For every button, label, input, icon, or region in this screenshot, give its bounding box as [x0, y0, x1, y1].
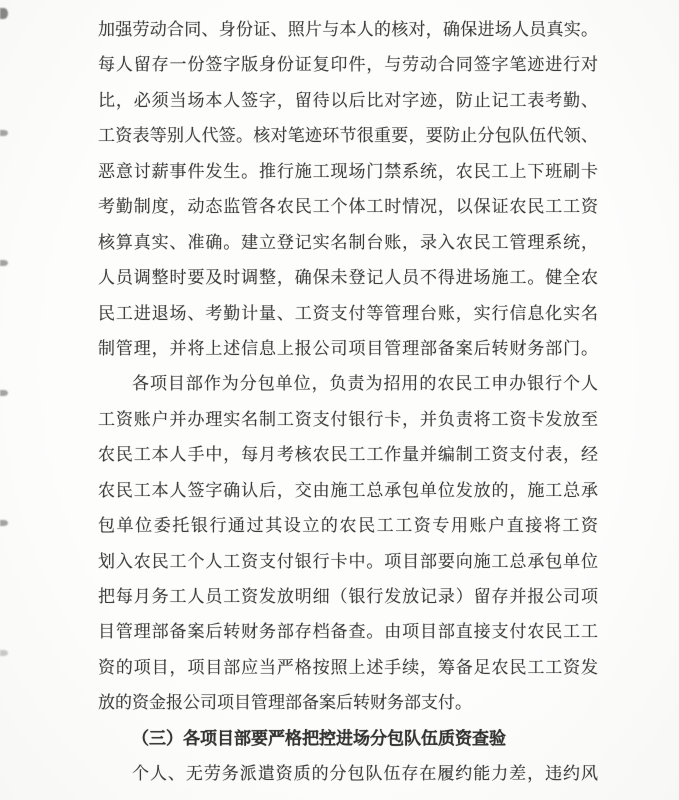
- text-line: 每人留存一份签字版身份证复印件，与劳动合同签字笔迹进行对: [98, 55, 598, 75]
- text-line: 把每月务工人员工资发放明细（银行发放记录）留存并报公司项: [98, 587, 598, 606]
- text-line: 农民工本人手中，每月考核农民工工作量并编制工资支付表，经: [98, 445, 598, 465]
- text-line: 核算真实、准确。建立登记实名制台账，录入农民工管理系统，: [98, 232, 598, 252]
- paragraph-first-line: 个人、无劳务派遣资质的分包队伍存在履约能力差，违约风: [132, 764, 598, 784]
- page-edge-artifact: [0, 390, 8, 396]
- page-edge-artifact: [0, 130, 8, 136]
- page-edge-artifact: [0, 650, 8, 656]
- page-edge-artifact: [0, 8, 8, 19]
- text-line: 工资账户并办理实名制工资支付银行卡，并负责将工资卡发放至: [98, 409, 598, 429]
- page-edge-artifact: [0, 260, 8, 266]
- text-line: 恶意讨薪事件发生。推行施工现场门禁系统，农民工上下班刷卡: [98, 161, 598, 181]
- text-line: 考勤制度，动态监管各农民工个体工时情况，以保证农民工工资: [98, 197, 598, 217]
- paragraph-last-line: 放的资金报公司项目管理部备案后转财务部支付。: [98, 693, 472, 713]
- text-line: 划入农民工个人工资支付银行卡中。项目部要向施工总承包单位: [98, 551, 598, 571]
- text-line: 比，必须当场本人签字，留待以后比对字迹，防止记工表考勤、: [98, 90, 598, 110]
- paragraph-first-line: 各项目部作为分包单位，负责为招用的农民工申办银行个人: [132, 374, 598, 394]
- text-line: 制管理，并将上述信息上报公司项目管理部备案后转财务部门。: [98, 338, 598, 358]
- text-line: 资的项目，项目部应当严格按照上述手续，筹备足农民工工资发: [98, 657, 598, 677]
- text-line: 民工进退场、考勤计量、工资支付等管理台账，实行信息化实名: [98, 303, 598, 323]
- text-line: 包单位委托银行通过其设立的农民工工资专用账户直接将工资: [98, 516, 598, 536]
- page-edge-artifact: [0, 520, 8, 526]
- text-line: 人员调整时要及时调整，确保未登记人员不得进场施工。健全农: [98, 268, 598, 288]
- text-line: 农民工本人签字确认后，交由施工总承包单位发放的，施工总承: [98, 480, 598, 500]
- section-heading: （三）各项目部要严格把控进场分包队伍质资查验: [132, 728, 506, 748]
- text-line: 加强劳动合同、身份证、照片与本人的核对，确保进场人员真实。: [98, 20, 598, 39]
- body-text-block: [98, 12, 598, 792]
- text-line: 工资表等别人代签。核对笔迹环节很重要，要防止分包队伍代领、: [98, 126, 598, 146]
- text-line: 目管理部备案后转财务部存档备查。由项目部直接支付农民工工: [98, 622, 598, 642]
